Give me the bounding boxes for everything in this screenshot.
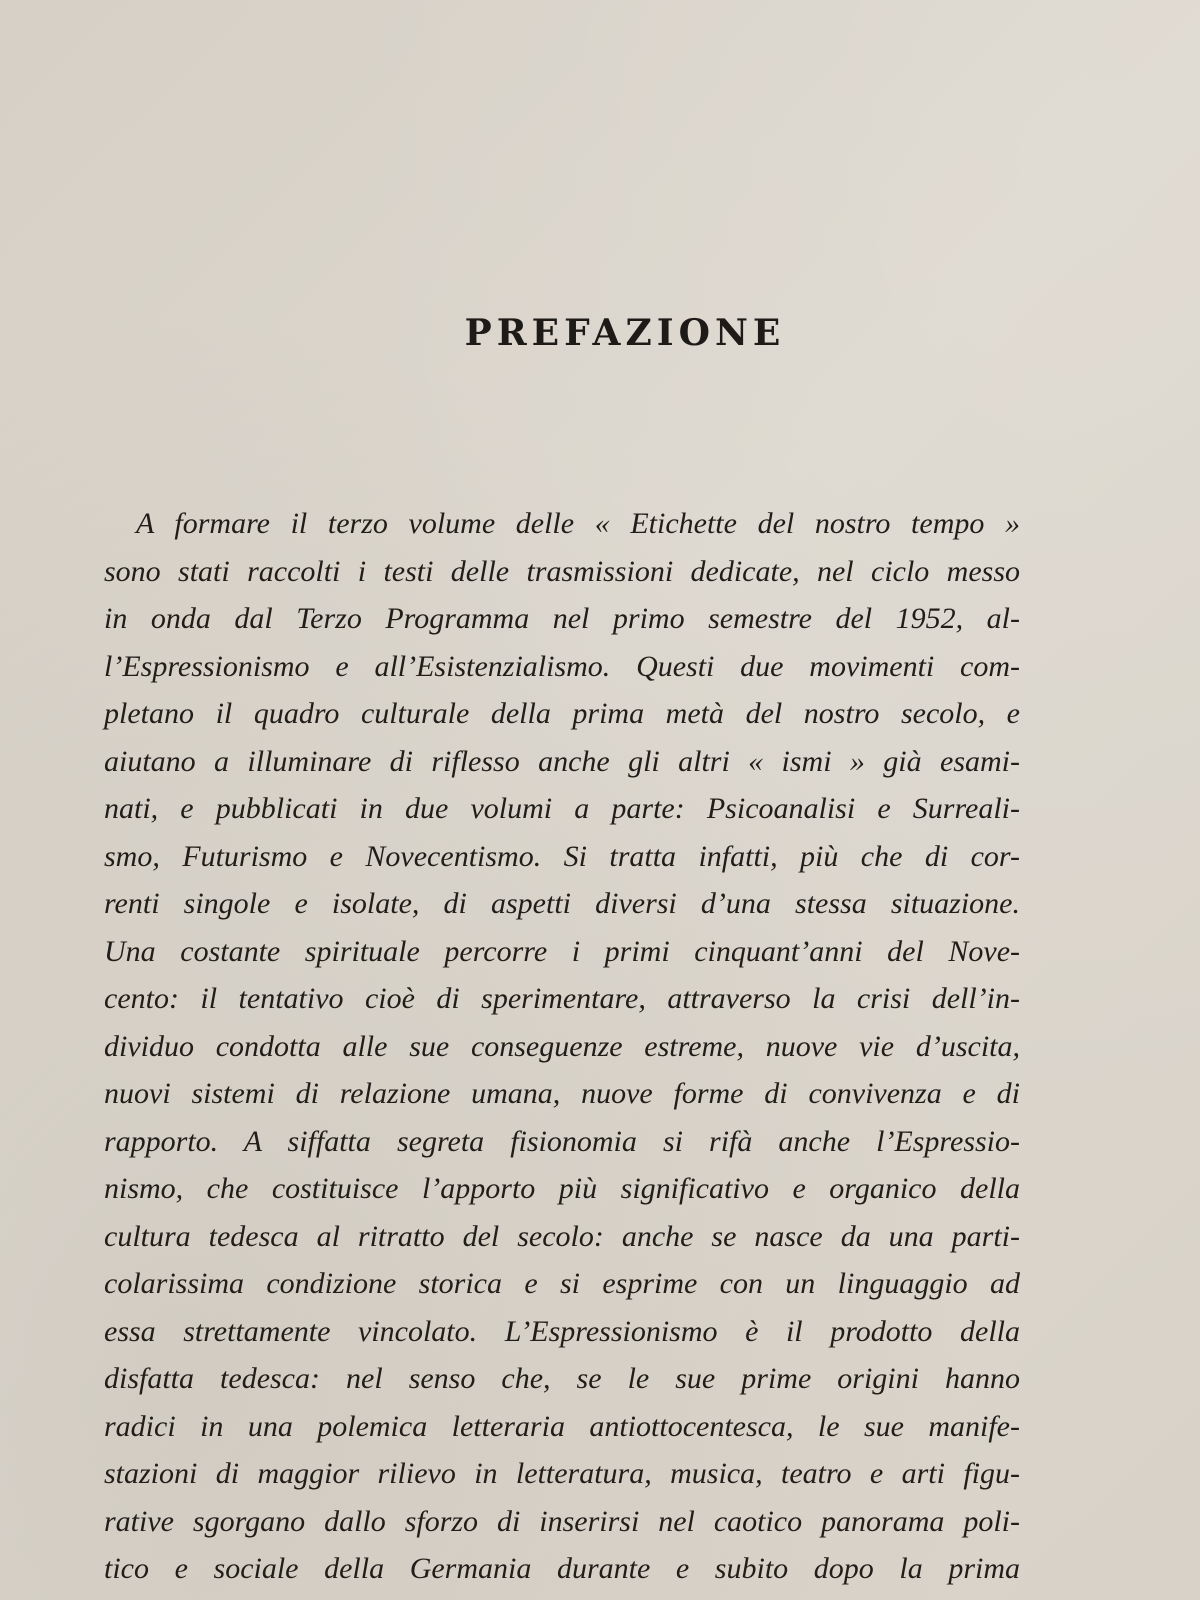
page-title: PREFAZIONE <box>464 312 786 354</box>
text-line: rative sgorgano dallo sforzo di inserirsi nel caotico panorama poli- <box>104 1504 1020 1538</box>
text-line: renti singole e isolate, di aspetti diversi d’una stessa situazione. <box>104 887 1020 920</box>
text-line: colarissima condizione storica e si esprime con un linguaggio ad <box>104 1267 1020 1300</box>
text-line: cento: il tentativo cioè di sperimentare, attraverso la crisi dell’in- <box>104 982 1020 1015</box>
text-line: Una costante spirituale percorre i primi cinquant’anni del Nove- <box>104 934 1020 968</box>
text-line: A formare il terzo volume delle « Etichette del nostro tempo » <box>136 507 1020 540</box>
preface-paragraph <box>104 500 1020 1593</box>
text-line: radici in una polemica letteraria antiottocentesca, le sue manife- <box>104 1409 1020 1443</box>
text-line: disfatta tedesca: nel senso che, se le sue prime origini hanno <box>104 1362 1020 1395</box>
text-line: dividuo condotta alle sue conseguenze estreme, nuove vie d’uscita, <box>104 1029 1020 1063</box>
text-line: l’Espressionismo e all’Esistenzialismo. Questi due movimenti com- <box>104 649 1020 683</box>
text-line: in onda dal Terzo Programma nel primo semestre del 1952, al- <box>104 602 1020 635</box>
text-line: cultura tedesca al ritratto del secolo: anche se nasce da una parti- <box>104 1219 1020 1253</box>
text-line: rapporto. A siffatta segreta fisionomia si rifà anche l’Espressio- <box>104 1124 1020 1158</box>
text-line: aiutano a illuminare di riflesso anche gli altri « ismi » già esami- <box>104 744 1020 778</box>
text-line: tico e sociale della Germania durante e subito dopo la prima <box>104 1552 1020 1585</box>
text-line: essa strettamente vincolato. L’Espressionismo è il prodotto della <box>104 1314 1020 1348</box>
text-line: nuovi sistemi di relazione umana, nuove forme di convivenza e di <box>104 1077 1020 1110</box>
text-line: nati, e pubblicati in due volumi a parte: Psicoanalisi e Surreali- <box>104 792 1020 825</box>
text-line: stazioni di maggior rilievo in letteratura, musica, teatro e arti figu- <box>104 1457 1020 1490</box>
text-line: nismo, che costituisce l’apporto più significativo e organico della <box>104 1172 1020 1205</box>
text-line: smo, Futurismo e Novecentismo. Si tratta infatti, più che di cor- <box>104 839 1020 873</box>
text-line: pletano il quadro culturale della prima metà del nostro secolo, e <box>104 697 1020 730</box>
text-line: sono stati raccolti i testi delle trasmissioni dedicate, nel ciclo messo <box>104 554 1020 588</box>
